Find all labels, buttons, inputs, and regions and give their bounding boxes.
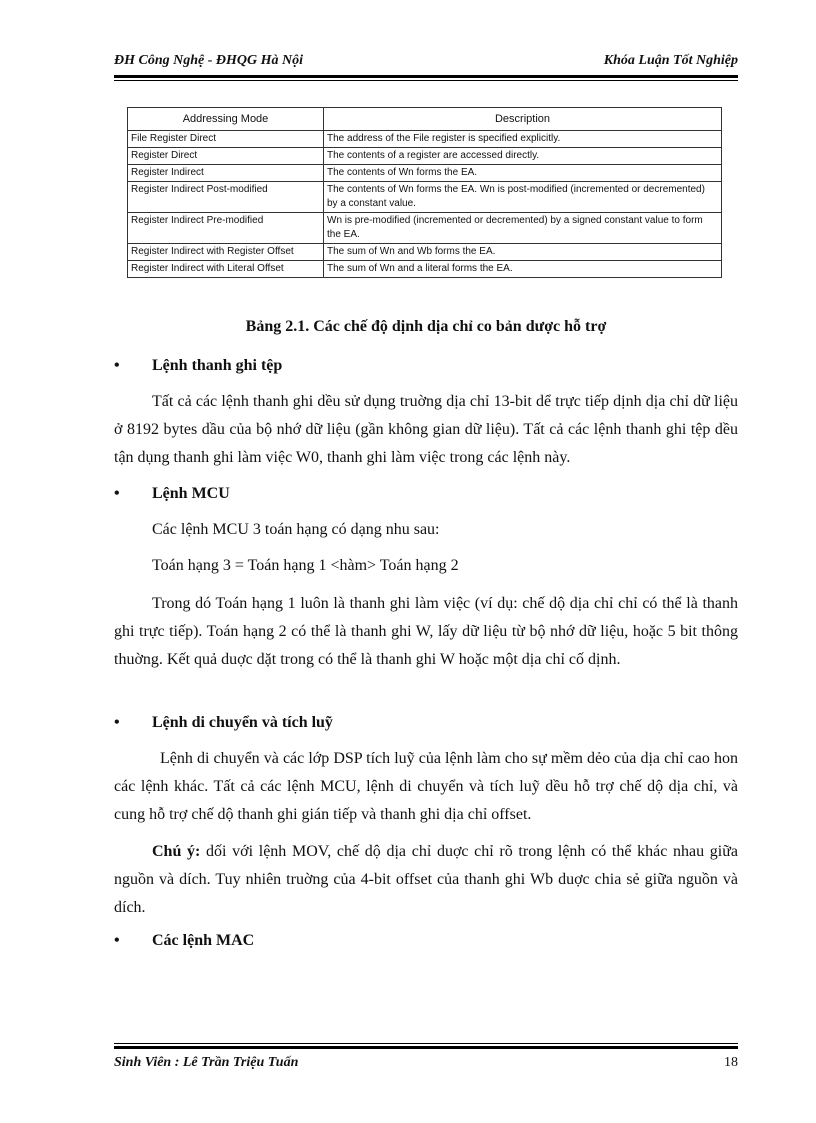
header-right: Khóa Luận Tốt Nghiệp — [603, 53, 738, 68]
section-title: Lệnh thanh ghi tệp — [152, 357, 283, 374]
section-heading — [114, 714, 333, 732]
table-caption: Bảng 2.1. Các chế độ dịnh dịa chỉ co bản dược hỗ trợ — [245, 318, 607, 335]
bullet: • — [114, 714, 120, 731]
section-heading — [114, 485, 230, 503]
table-cell: Wn is pre-modified (incremented or decremented) by a signed constant value to form the EA. — [324, 213, 722, 244]
note-paragraph — [114, 838, 738, 922]
table-row — [128, 261, 722, 278]
table-header-cell: Description — [324, 108, 722, 131]
footer-author: Sinh Viên : Lê Trần Triệu Tuấn — [114, 1055, 299, 1070]
table-cell: Register Indirect with Register Offset — [128, 244, 324, 261]
table-row — [128, 131, 722, 148]
table-row — [128, 182, 722, 213]
table-cell: File Register Direct — [128, 131, 324, 148]
section-title: Các lệnh MAC — [152, 932, 255, 949]
table-cell: The sum of Wn and Wb forms the EA. — [324, 244, 722, 261]
header-left: ĐH Công Nghệ - ĐHQG Hà Nội — [114, 53, 304, 68]
table-cell: Register Indirect Post-modified — [128, 182, 324, 213]
table-header-row — [128, 108, 722, 131]
table-cell: The contents of a register are accessed directly. — [324, 148, 722, 165]
footer-rule-thick — [114, 1046, 738, 1049]
paragraph: Tất cả các lệnh thanh ghi dều sử dụng truờng dịa chỉ 13-bit dể trực tiếp dịnh dịa chỉ dữ liệu ở 8192 bytes dầu của bộ nhớ dữ liệu (gần không gian dữ liệu). Tất cả các lệnh thanh ghi tệp dều tận dụng thanh ghi làm việc W0, thanh ghi làm việc trong các lệnh này. — [114, 393, 738, 466]
note-label: Chú ý: — [152, 843, 201, 860]
formula-line: Toán hạng 3 = Toán hạng 1 <hàm> Toán hạng 2 — [152, 557, 459, 574]
section-heading — [114, 357, 282, 375]
table-row — [128, 213, 722, 244]
table-header-cell: Addressing Mode — [128, 108, 324, 131]
page-number: 18 — [724, 1055, 738, 1070]
addressing-mode-table — [127, 107, 722, 278]
page-header — [114, 53, 738, 73]
section-title: Lệnh MCU — [152, 485, 230, 502]
footer-rule-thin — [114, 1043, 738, 1044]
bullet: • — [114, 485, 120, 502]
table-cell: Register Indirect Pre-modified — [128, 213, 324, 244]
table-cell: The contents of Wn forms the EA. — [324, 165, 722, 182]
bullet: • — [114, 357, 120, 374]
table-row — [128, 165, 722, 182]
table-cell: The contents of Wn forms the EA. Wn is post-modified (incremented or decremented) by a constant value. — [324, 182, 722, 213]
table-cell: Register Direct — [128, 148, 324, 165]
header-rule-thin — [114, 80, 738, 81]
section-heading — [114, 932, 254, 950]
table-cell: The address of the File register is specified explicitly. — [324, 131, 722, 148]
table-cell: Register Indirect with Literal Offset — [128, 261, 324, 278]
paragraph: Trong dó Toán hạng 1 luôn là thanh ghi làm việc (ví dụ: chế dộ dịa chỉ chỉ có thể là thanh ghi trực tiếp). Toán hạng 2 có thể là thanh ghi W, lấy dữ liệu từ bộ nhớ dữ liệu, hoặc 5 bit thông thuờng. Kết quả duợc dặt trong có thể là thanh ghi W hoặc một dịa chỉ cố dịnh. — [114, 595, 738, 668]
text-line: Các lệnh MCU 3 toán hạng có dạng nhu sau: — [152, 521, 440, 538]
table-cell: Register Indirect — [128, 165, 324, 182]
table-row — [128, 148, 722, 165]
table-row — [128, 244, 722, 261]
table-cell: The sum of Wn and a literal forms the EA. — [324, 261, 722, 278]
paragraph: Lệnh di chuyển và các lớp DSP tích luỹ của lệnh làm cho sự mềm dẻo của dịa chỉ cao hon các lệnh khác. Tất cả các lệnh MCU, lệnh di chuyển và tích luỹ dều hỗ trợ chế dộ dịa chỉ, và cung hỗ trợ chế dộ thanh ghi gián tiếp và thanh ghi dịa chỉ offset. — [114, 750, 738, 823]
section-title: Lệnh di chuyển và tích luỹ — [152, 714, 333, 731]
header-rule-thick — [114, 75, 738, 78]
bullet: • — [114, 932, 120, 949]
note-text: dối với lệnh MOV, chế dộ dịa chỉ duợc chỉ rõ trong lệnh có thể khác nhau giữa nguồn và dích. Tuy nhiên truờng của 4-bit offset của thanh ghi Wb duợc chia sẻ giữa nguồn và dích. — [114, 843, 738, 916]
